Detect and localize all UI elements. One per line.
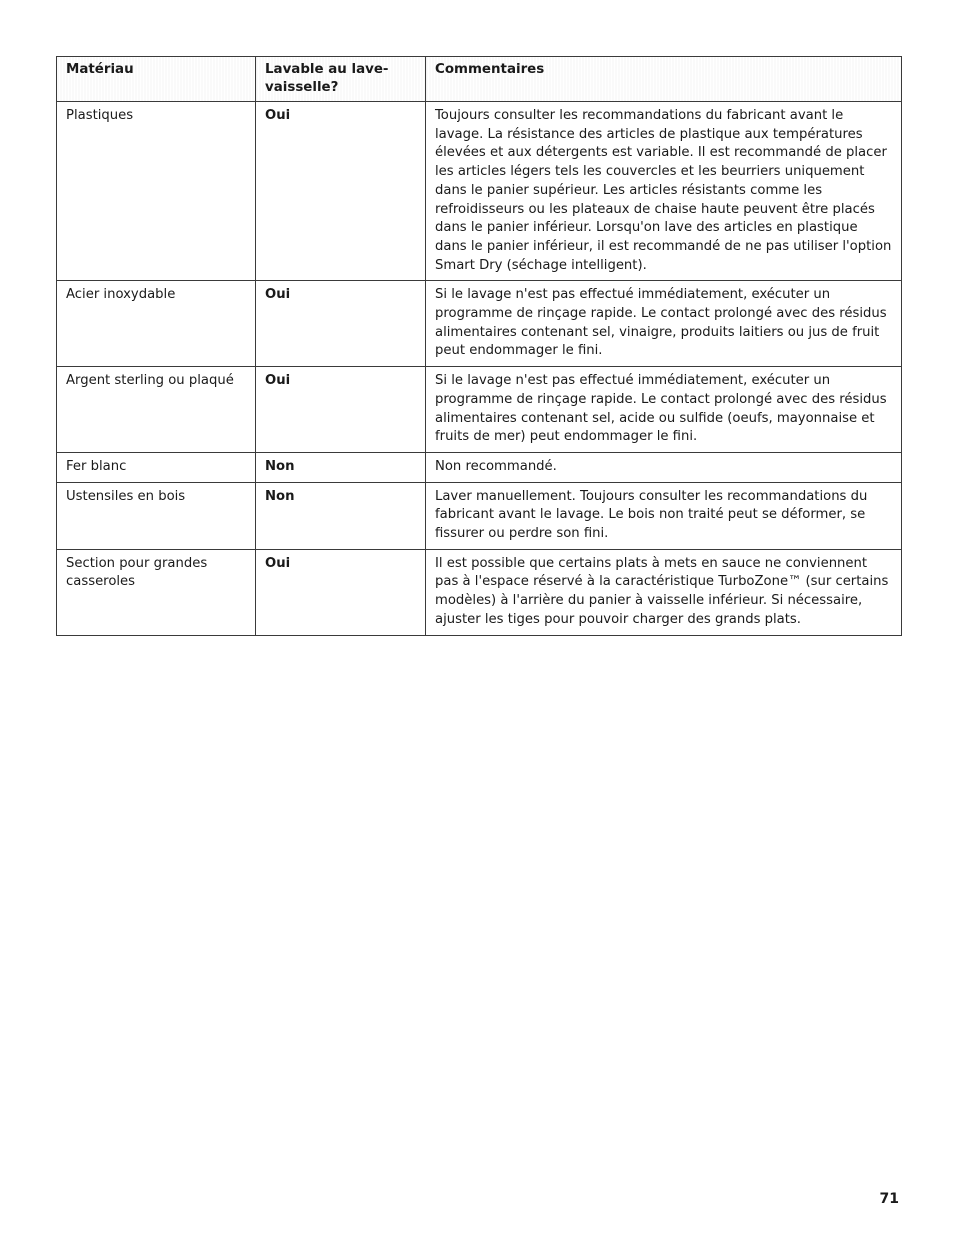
material-cell: Fer blanc: [57, 452, 256, 482]
material-cell: Plastiques: [57, 102, 256, 281]
header-material: Matériau: [57, 57, 256, 102]
table-row: [57, 102, 902, 281]
table-header-row: [57, 57, 902, 102]
header-dishwasher-safe: Lavable au lave-vaisselle?: [256, 57, 426, 102]
comment-cell: Il est possible que certains plats à mets en sauce ne conviennent pas à l'espace réservé à la caractéristique TurboZone™ (sur certains modèles) à l'arrière du panier à vaisselle inférieur. Si nécessaire, ajuster les tiges pour pouvoir charger des grands plats.: [426, 549, 902, 635]
material-cell: Ustensiles en bois: [57, 482, 256, 549]
dishwasher-safe-cell: Oui: [256, 549, 426, 635]
material-cell: Acier inoxydable: [57, 281, 256, 367]
table-row: [57, 367, 902, 453]
dishwasher-safe-cell: Non: [256, 482, 426, 549]
table-row: [57, 452, 902, 482]
comment-cell: Non recommandé.: [426, 452, 902, 482]
dishwasher-safe-cell: Non: [256, 452, 426, 482]
table-row: [57, 549, 902, 635]
table-row: [57, 281, 902, 367]
comment-cell: Toujours consulter les recommandations du fabricant avant le lavage. La résistance des articles de plastique aux températures élevées et aux détergents est variable. Il est recommandé de placer les articles légers tels les couvercles et les beurriers uniquement dans le panier supérieur. Les articles résistants comme les refroidisseurs ou les plateaux de chaise haute peuvent être placés dans le panier inférieur. Lorsqu'on lave des articles en plastique dans le panier inférieur, il est recommandé de ne pas utiliser l'option Smart Dry (séchage intelligent).: [426, 102, 902, 281]
material-cell: Section pour grandes casseroles: [57, 549, 256, 635]
comment-cell: Si le lavage n'est pas effectué immédiatement, exécuter un programme de rinçage rapide. Le contact prolongé avec des résidus alimentaires contenant sel, acide ou sulfide (oeufs, mayonnaise et fruits de mer) peut endommager le fini.: [426, 367, 902, 453]
comment-cell: Laver manuellement. Toujours consulter les recommandations du fabricant avant le lavage. Le bois non traité peut se déformer, se fissurer ou perdre son fini.: [426, 482, 902, 549]
header-comments: Commentaires: [426, 57, 902, 102]
dishwasher-safe-cell: Oui: [256, 281, 426, 367]
dishwasher-safe-cell: Oui: [256, 102, 426, 281]
comment-cell: Si le lavage n'est pas effectué immédiatement, exécuter un programme de rinçage rapide. Le contact prolongé avec des résidus alimentaires contenant sel, vinaigre, produits laitiers ou jus de fruit peut endommager le fini.: [426, 281, 902, 367]
materials-table: [56, 56, 902, 636]
page-number: 71: [879, 1191, 899, 1207]
dishwasher-safe-cell: Oui: [256, 367, 426, 453]
material-cell: Argent sterling ou plaqué: [57, 367, 256, 453]
table-row: [57, 482, 902, 549]
